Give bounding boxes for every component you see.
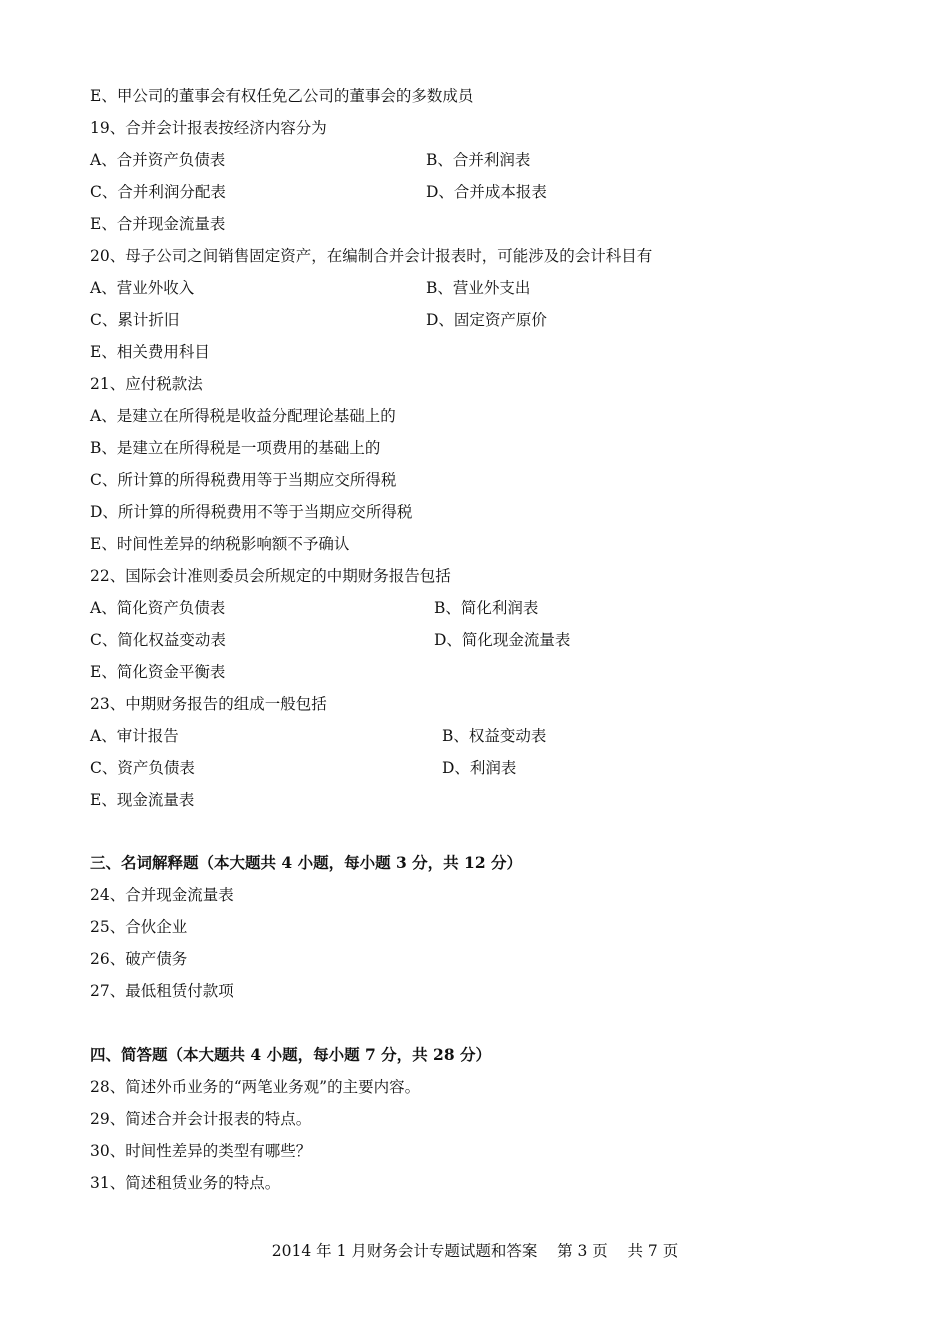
- section-4-heading: 四、简答题（本大题共 4 小题，每小题 7 分，共 28 分）: [90, 1045, 492, 1064]
- option-21-b: B、是建立在所得税是一项费用的基础上的: [90, 439, 381, 457]
- option-22-c: C、简化权益变动表: [90, 631, 226, 649]
- option-19-e: E、合并现金流量表: [90, 215, 226, 233]
- option-23-c: C、资产负债表: [90, 759, 195, 777]
- option-22-b: B、简化利润表: [434, 599, 539, 617]
- option-19-d: D、合并成本报表: [426, 183, 547, 201]
- question-26: 26、破产债务: [90, 950, 188, 968]
- option-20-b: B、营业外支出: [426, 279, 531, 297]
- option-21-d: D、所计算的所得税费用不等于当期应交所得税: [90, 503, 413, 521]
- option-23-e: E、现金流量表: [90, 791, 195, 809]
- question-24: 24、合并现金流量表: [90, 886, 234, 904]
- question-19-stem: 19、合并会计报表按经济内容分为: [90, 119, 327, 137]
- question-21-stem: 21、应付税款法: [90, 375, 203, 393]
- question-20-stem: 20、母子公司之间销售固定资产，在编制合并会计报表时，可能涉及的会计科目有: [90, 247, 653, 265]
- option-22-d: D、简化现金流量表: [434, 631, 571, 649]
- question-29: 29、简述合并会计报表的特点。: [90, 1110, 312, 1128]
- question-27: 27、最低租赁付款项: [90, 982, 234, 1000]
- option-19-a: A、合并资产负债表: [90, 151, 226, 169]
- question-25: 25、合伙企业: [90, 918, 188, 936]
- option-22-a: A、简化资产负债表: [90, 599, 226, 617]
- option-21-a: A、是建立在所得税是收益分配理论基础上的: [90, 407, 396, 425]
- option-23-d: D、利润表: [442, 759, 517, 777]
- option-20-a: A、营业外收入: [90, 279, 195, 297]
- question-23-stem: 23、中期财务报告的组成一般包括: [90, 695, 327, 713]
- option-23-b: B、权益变动表: [442, 727, 547, 745]
- question-28: 28、简述外币业务的“两笔业务观”的主要内容。: [90, 1078, 421, 1096]
- question-31: 31、简述租赁业务的特点。: [90, 1174, 281, 1192]
- option-21-c: C、所计算的所得税费用等于当期应交所得税: [90, 471, 397, 489]
- option-22-e: E、简化资金平衡表: [90, 663, 226, 681]
- option-19-c: C、合并利润分配表: [90, 183, 226, 201]
- option-23-a: A、审计报告: [90, 727, 179, 745]
- question-22-stem: 22、国际会计准则委员会所规定的中期财务报告包括: [90, 567, 451, 585]
- option-20-e: E、相关费用科目: [90, 343, 210, 361]
- page-footer: 2014 年 1 月财务会计专题试题和答案 第 3 页 共 7 页: [271, 1242, 679, 1260]
- section-3-heading: 三、名词解释题（本大题共 4 小题，每小题 3 分，共 12 分）: [90, 853, 523, 872]
- option-19-b: B、合并利润表: [426, 151, 531, 169]
- option-18-e: E、甲公司的董事会有权任免乙公司的董事会的多数成员: [90, 87, 474, 105]
- option-20-d: D、固定资产原价: [426, 311, 547, 329]
- option-20-c: C、累计折旧: [90, 311, 180, 329]
- option-21-e: E、时间性差异的纳税影响额不予确认: [90, 535, 350, 553]
- question-30: 30、时间性差异的类型有哪些？: [90, 1142, 312, 1160]
